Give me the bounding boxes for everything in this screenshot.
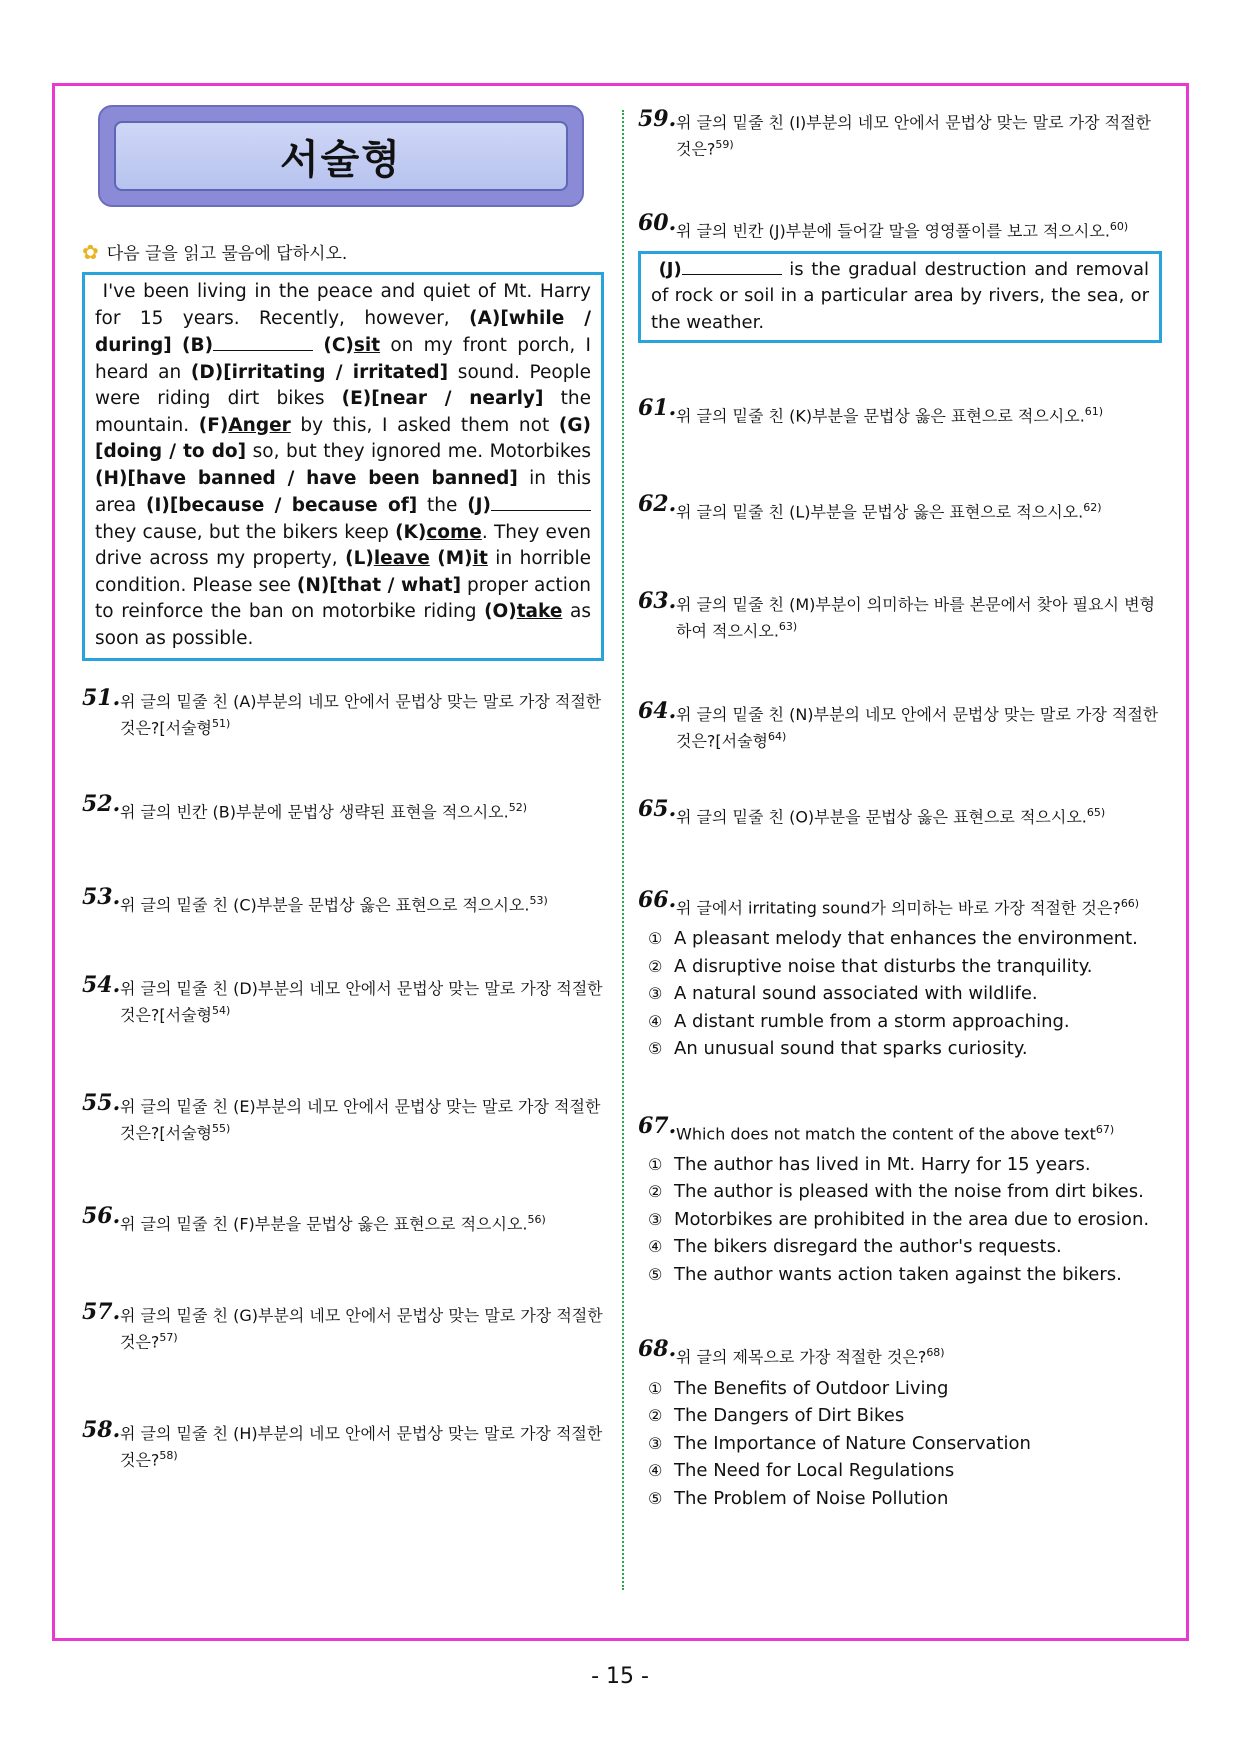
option[interactable]: ① A pleasant melody that enhances the environment. [648,928,1138,950]
question-61: 61. 위 글의 밑줄 친 (K)부분을 문법상 옳은 표현으로 적으시오.$^{61)}$ [638,395,1104,426]
option[interactable]: ② The Dangers of Dirt Bikes [648,1405,905,1427]
blank-j [491,492,591,511]
question-59: 59. 위 글의 밑줄 친 (I)부분의 네모 안에서 문법상 맞는 말로 가장 적절한 것은?$^{59)}$ [638,106,1152,159]
instruction-text: 다음 글을 읽고 물음에 답하시오. [106,244,348,264]
question-68: 68. 위 글의 제목으로 가장 적절한 것은?$^{68)}$ [638,1336,945,1367]
left-column [82,105,604,1472]
option[interactable]: ④ A distant rumble from a storm approaching. [648,1010,1070,1032]
option[interactable]: ⑤ The Problem of Noise Pollution [648,1487,949,1509]
option[interactable]: ② A disruptive noise that disturbs the tranquility. [648,955,1093,977]
passage-box: I've been living in the peace and quiet of Mt. Harry for 15 years. Recently, however, (A)[while / during] (B) (C)sit on my front porch, I heard an (D)[irritating / irritated] sound. People were riding dirt bikes (E)[near / nearly] the mountain. (F)Anger by this, I asked them not (G)[doing / to do] so, but they ignored me. Motorbikes (H)[have banned / have been banned] in this area (I)[because / because of] the (J) they cause, but the bikers keep (K)come. They even drive across my property, (L)leave (M)it in horrible condition. Please see (N)[that / what] proper action to reinforce the ban on motorbike riding (O)take as soon as possible. [82,272,604,661]
question-56: 56. 위 글의 밑줄 친 (F)부분을 문법상 옳은 표현으로 적으시오.$^{56)}$ [82,1202,546,1233]
right-column [638,106,1162,1512]
question-63: 63. 위 글의 밑줄 친 (M)부분이 의미하는 바를 본문에서 찾아 필요시 변형하여 적으시오.$^{63)}$ [638,587,1156,641]
question-67: 67. Which does not match the content of the above text$^{67)}$ [638,1112,1115,1143]
options-66 [638,925,1162,1063]
option[interactable]: ⑤ The author wants action taken against the bikers. [648,1263,1122,1285]
question-52: 52. 위 글의 빈칸 (B)부분에 문법상 생략된 표현을 적으시오.$^{52)}$ [82,791,528,822]
option[interactable]: ④ The Need for Local Regulations [648,1460,955,1482]
question-58: 58. 위 글의 밑줄 친 (H)부분의 네모 안에서 문법상 맞는 말로 가장 적절한 것은?$^{58)}$ [82,1417,603,1470]
blank-j-def [682,256,782,275]
question-53: 53. 위 글의 밑줄 친 (C)부분을 문법상 옳은 표현으로 적으시오.$^{53)}$ [82,883,548,914]
question-51: 51. 위 글의 밑줄 친 (A)부분의 네모 안에서 문법상 맞는 말로 가장 적절한 것은?[서술형$^{51)}$ [82,685,602,738]
option[interactable]: ① The Benefits of Outdoor Living [648,1377,949,1399]
question-64: 64. 위 글의 밑줄 친 (N)부분의 네모 안에서 문법상 맞는 말로 가장 적절한 것은?[서술형$^{64)}$ [638,698,1159,751]
section-title: 서술형 [280,136,402,183]
question-66: 66. 위 글에서 irritating sound가 의미하는 바로 가장 적절한 것은?$^{66)}$ [638,886,1140,918]
question-60: 60. 위 글의 빈칸 (J)부분에 들어갈 말을 영영풀이를 보고 적으시오.$^{60)}$ [638,210,1129,241]
option[interactable]: ① The author has lived in Mt. Harry for 15 years. [648,1153,1091,1175]
column-divider [622,110,624,1590]
question-57: 57. 위 글의 밑줄 친 (G)부분의 네모 안에서 문법상 맞는 말로 가장 적절한 것은?$^{57)}$ [82,1298,603,1352]
question-54: 54. 위 글의 밑줄 친 (D)부분의 네모 안에서 문법상 맞는 말로 가장 적절한 것은?[서술형$^{54)}$ [82,971,603,1025]
question-55: 55. 위 글의 밑줄 친 (E)부분의 네모 안에서 문법상 맞는 말로 가장 적절한 것은?[서술형$^{55)}$ [82,1090,601,1143]
instruction [82,239,604,264]
options-68 [638,1375,1162,1513]
definition-box: (J) is the gradual destruction and removal of rock or soil in a particular area by rivers, the sea, or the weather. [638,251,1162,344]
option[interactable]: ③ The Importance of Nature Conservation [648,1432,1031,1454]
option[interactable]: ② The author is pleased with the noise from dirt bikes. [648,1181,1144,1203]
question-62: 62. 위 글의 밑줄 친 (L)부분을 문법상 옳은 표현으로 적으시오.$^{62)}$ [638,491,1102,522]
flower-icon: ✿ [82,239,99,264]
option[interactable]: ⑤ An unusual sound that sparks curiosity. [648,1038,1028,1060]
option[interactable]: ③ Motorbikes are prohibited in the area due to erosion. [648,1208,1150,1230]
option[interactable]: ④ The bikers disregard the author's requests. [648,1236,1062,1258]
blank-b [213,332,313,351]
page-number: - 15 - [591,1664,649,1689]
options-67 [638,1151,1162,1289]
option[interactable]: ③ A natural sound associated with wildlife. [648,983,1038,1005]
section-title-box [98,105,584,207]
question-65: 65. 위 글의 밑줄 친 (O)부분을 문법상 옳은 표현으로 적으시오.$^{65)}$ [638,796,1106,827]
